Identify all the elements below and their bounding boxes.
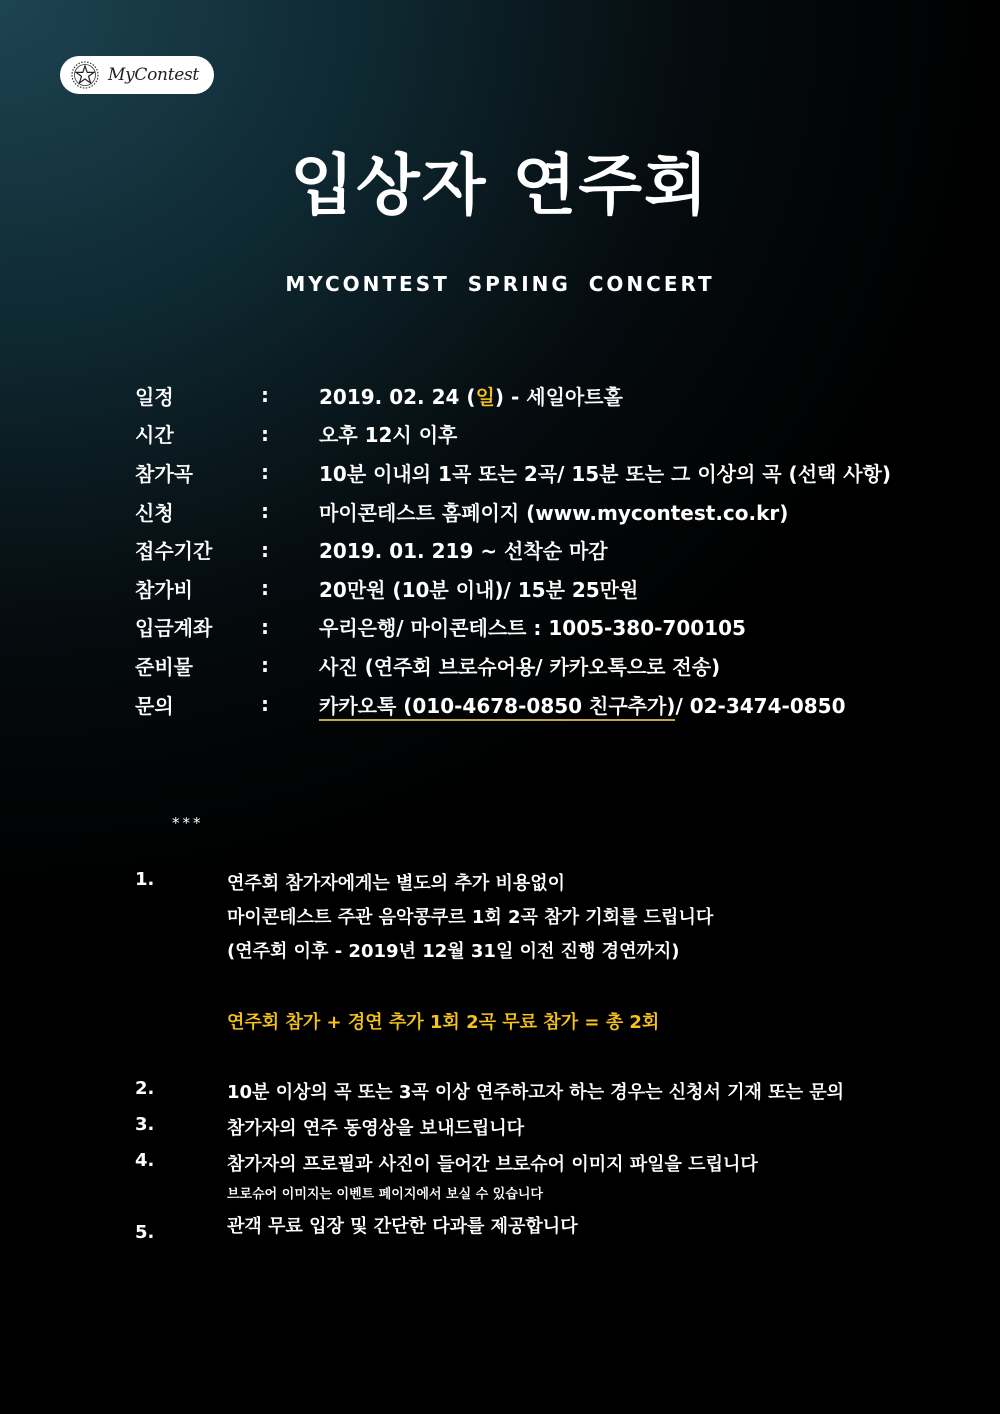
info-label: 신청: [135, 500, 174, 525]
schedule-venue: ) - 세일아트홀: [494, 384, 623, 409]
schedule-date: 2019. 02. 24 (: [319, 384, 476, 409]
page-title: 입상자 연주회: [290, 147, 710, 224]
info-label: 참가비: [135, 577, 193, 602]
note-text: 마이콘테스트 주관 음악콩쿠르 1회 2곡 참가 기회를 드립니다: [227, 907, 714, 928]
info-colon: :: [261, 460, 269, 485]
note-number: 5.: [135, 1222, 155, 1243]
schedule-day-highlight: 일: [475, 384, 495, 409]
mycontest-logo: [60, 56, 214, 94]
info-colon: :: [261, 499, 269, 524]
note-number: 1.: [135, 869, 155, 890]
kakaotalk-contact-link[interactable]: 카카오톡 (010-4678-0850 친구추가): [319, 694, 675, 721]
note-text: (연주회 이후 - 2019년 12월 31일 이전 진행 경연까지): [227, 941, 680, 962]
info-row-account: [135, 608, 891, 647]
info-label: 일정: [135, 384, 174, 409]
note-number: 2.: [135, 1078, 155, 1099]
note-text: 관객 무료 입장 및 간단한 다과를 제공합니다: [227, 1216, 578, 1237]
highlight-text: 연주회 참가 + 경연 추가 1회 2곡 무료 참가 = 총 2회: [227, 1012, 660, 1033]
note-text: 참가자의 연주 동영상을 보내드립니다: [227, 1118, 525, 1139]
info-value: 20만원 (10분 이내)/ 15분 25만원: [319, 577, 639, 602]
info-label: 접수기간: [135, 539, 213, 564]
info-row-fee: [135, 569, 891, 608]
phone-contact: / 02-3474-0850: [675, 693, 846, 718]
note-text: 10분 이상의 곡 또는 3곡 이상 연주하고자 하는 경우는 신청서 기재 또는 문의: [227, 1082, 845, 1103]
info-colon: :: [261, 537, 269, 562]
info-colon: :: [261, 692, 269, 717]
note-subtext: 브로슈어 이미지는 이벤트 페이지에서 보실 수 있습니다: [227, 1187, 543, 1202]
info-colon: :: [261, 421, 269, 446]
info-value: 사진 (연주회 브로슈어용/ 카카오톡으로 전송): [319, 654, 721, 679]
info-value: [319, 381, 623, 410]
info-value: 2019. 01. 219 ~ 선착순 마감: [319, 539, 608, 564]
info-colon: :: [261, 383, 269, 408]
info-value: 10분 이내의 1곡 또는 2곡/ 15분 또는 그 이상의 곡 (선택 사항): [319, 461, 892, 486]
event-info-table: [135, 376, 891, 723]
logo-text: MyContest: [108, 65, 199, 85]
info-colon: :: [261, 653, 269, 678]
info-row-time: [135, 415, 891, 454]
star-emblem-icon: [70, 60, 100, 90]
note-text: 참가자의 프로필과 사진이 들어간 브로슈어 이미지 파일을 드립니다: [227, 1154, 758, 1175]
info-row-contact: [135, 685, 891, 724]
note-number: 4.: [135, 1150, 155, 1171]
info-label: 입금계좌: [135, 616, 213, 641]
info-row-period: [135, 530, 891, 569]
note-number: 3.: [135, 1114, 155, 1135]
info-value: 마이콘테스트 홈페이지 (www.mycontest.co.kr): [319, 500, 789, 525]
note-text: 연주회 참가자에게는 별도의 추가 비용없이: [227, 873, 566, 894]
info-label: 준비물: [135, 654, 193, 679]
info-row-application: [135, 492, 891, 531]
info-colon: :: [261, 576, 269, 601]
info-value: [319, 690, 845, 719]
info-row-materials: [135, 646, 891, 685]
info-value: 오후 12시 이후: [319, 423, 458, 448]
info-row-pieces: [135, 453, 891, 492]
info-colon: :: [261, 614, 269, 639]
info-row-schedule: [135, 376, 891, 415]
info-label: 시간: [135, 423, 174, 448]
info-value: 우리은행/ 마이콘테스트 : 1005-380-700105: [319, 616, 746, 641]
info-label: 문의: [135, 693, 174, 718]
section-divider-stars: ***: [172, 814, 204, 832]
info-label: 참가곡: [135, 461, 193, 486]
page-subtitle: MYCONTEST SPRING CONCERT: [285, 272, 715, 296]
